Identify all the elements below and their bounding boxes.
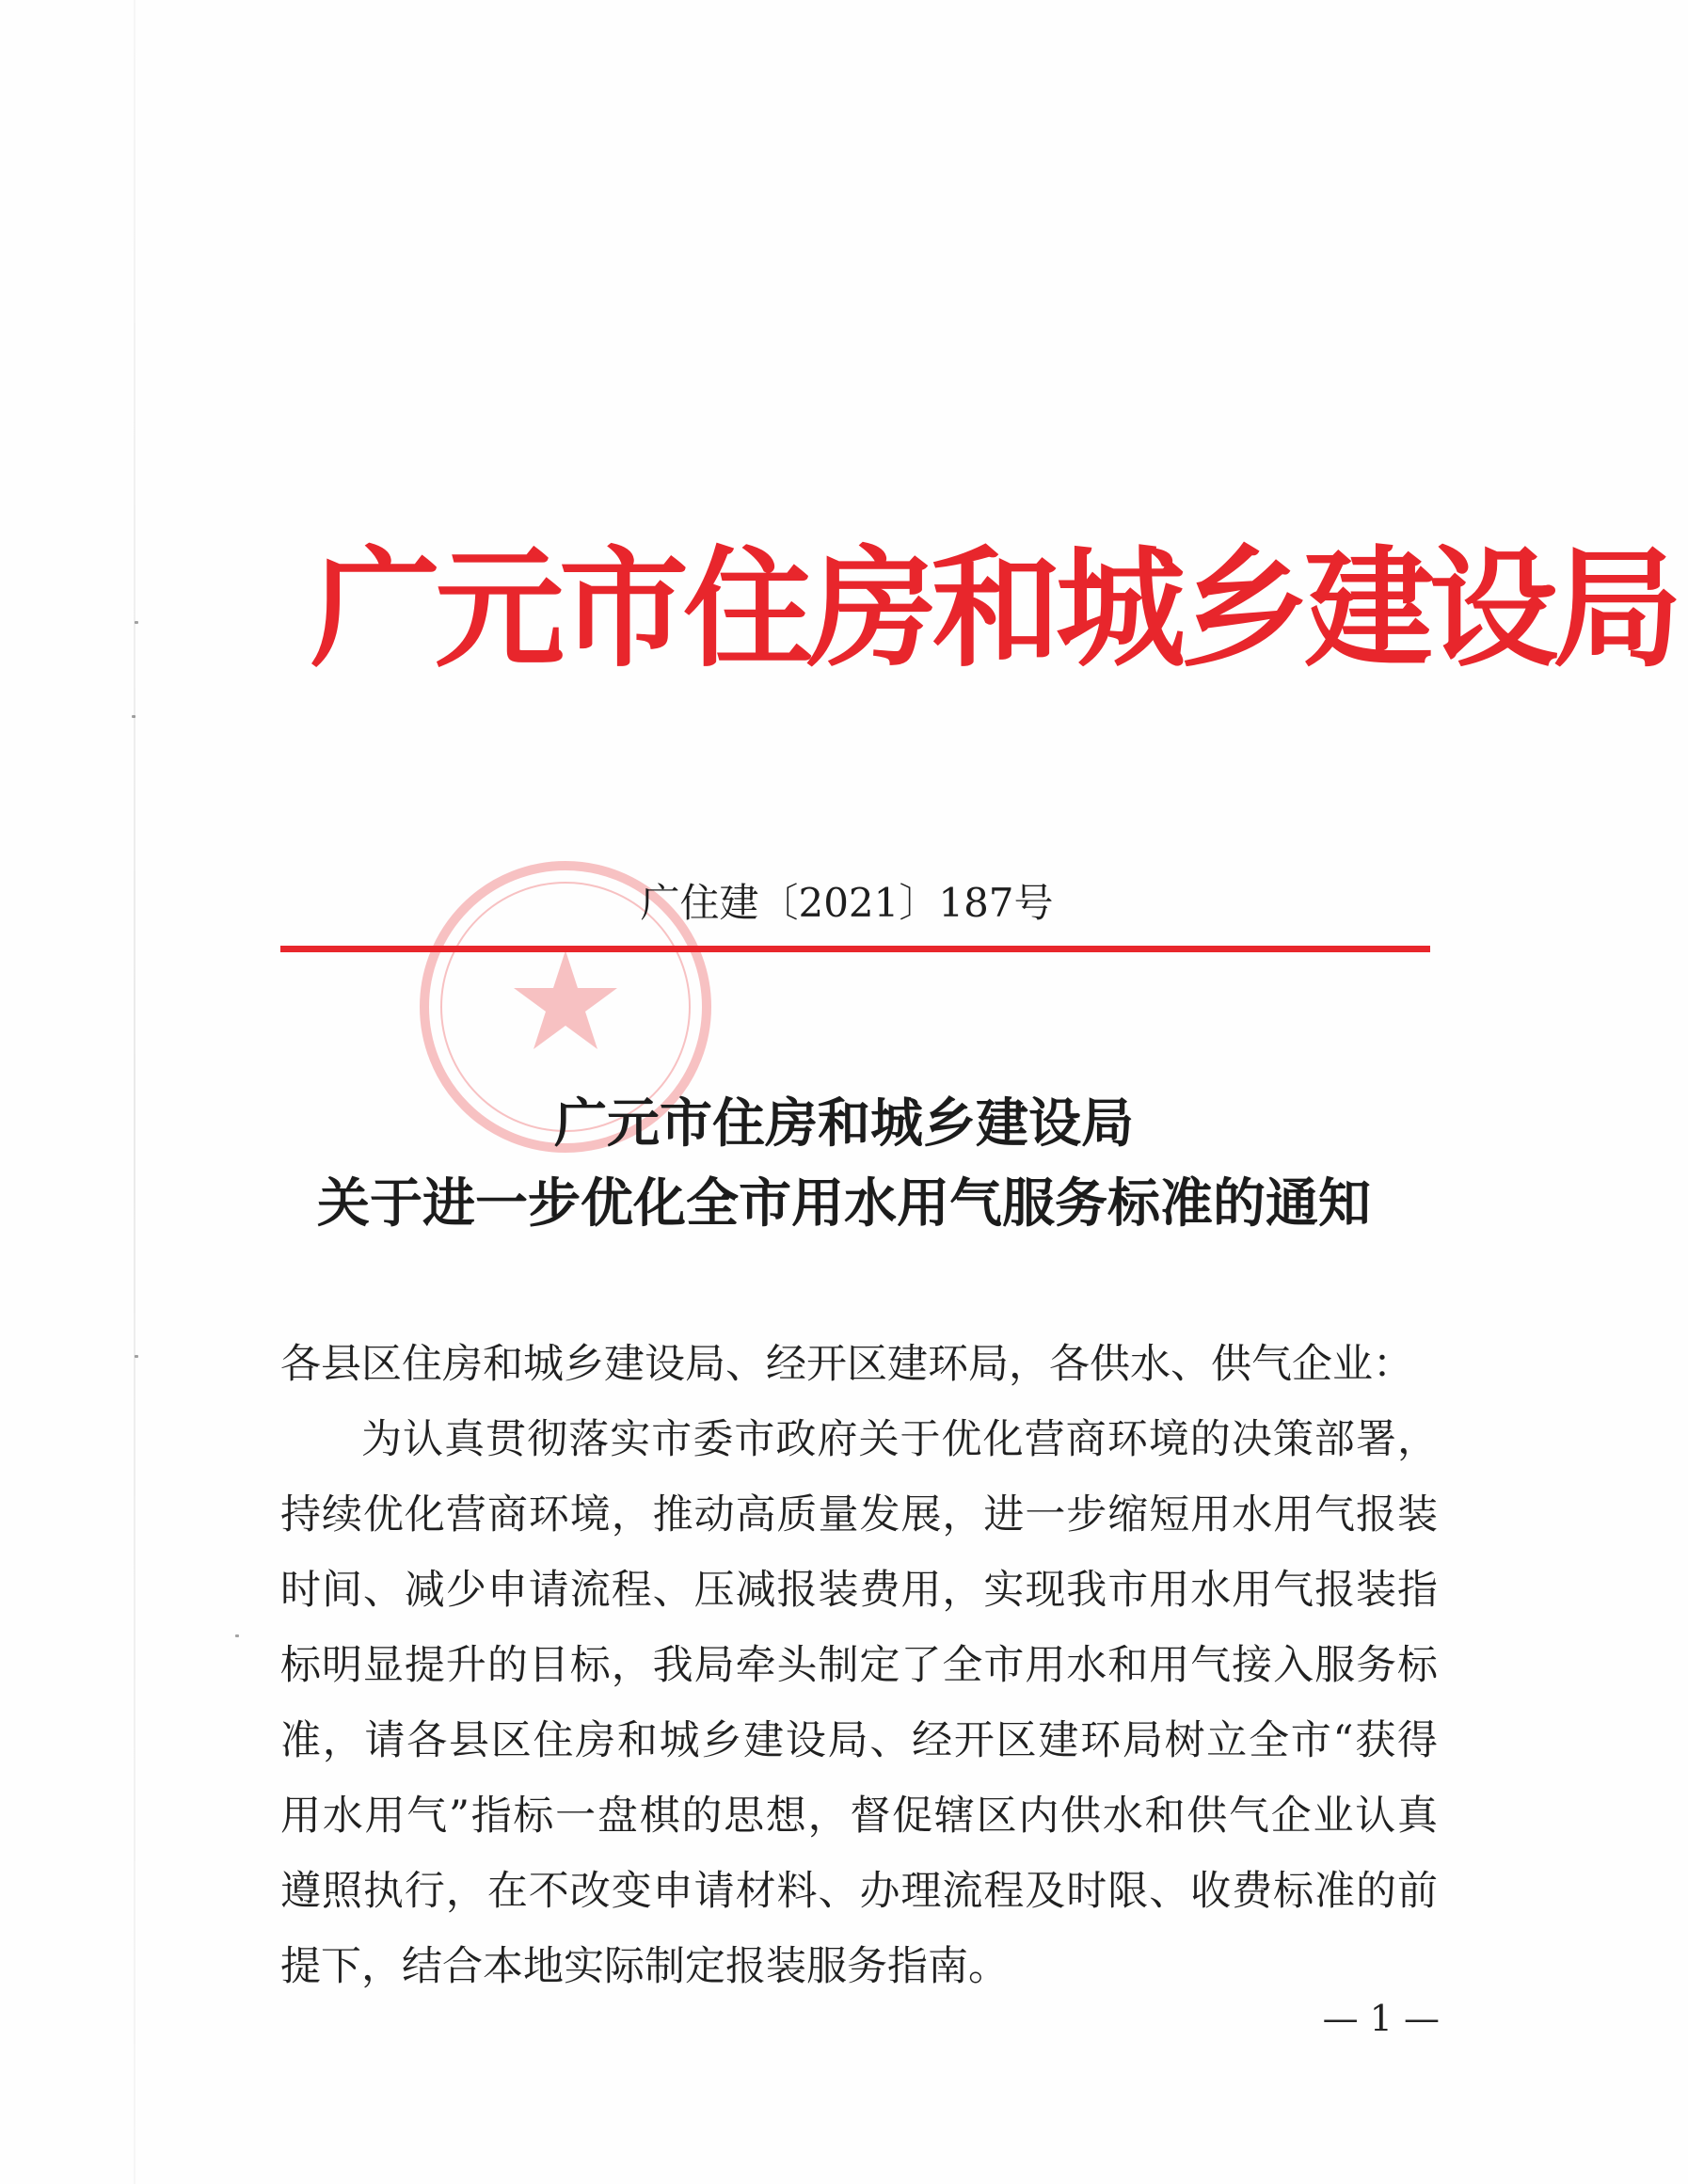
body-text-line: 标明显提升的目标，我局牵头制定了全市用水和用气接入服务标 [280,1642,1438,1689]
body-text-line: 准，请各县区住房和城乡建设局、经开区建环局树立全市“获得 [280,1717,1438,1764]
scan-speck [135,621,138,624]
scan-speck [135,1355,138,1358]
body-text-line: 为认真贯彻落实市委市政府关于优化营商环境的决策部署， [361,1416,1438,1463]
body-text-line: 持续优化营商环境，推动高质量发展，进一步缩短用水用气报装 [280,1491,1438,1538]
document-number: 广住建〔2021〕187号 [640,880,1054,926]
scan-speck [132,715,135,718]
letterhead-title: 广元市住房和城乡建设局 [311,534,1678,685]
notice-title-line-2: 关于进一步优化全市用水用气服务标准的通知 [317,1173,1371,1235]
body-text-line: 时间、减少申请流程、压减报装费用，实现我市用水用气报装指 [280,1567,1438,1614]
salutation: 各县区住房和城乡建设局、经开区建环局，各供水、供气企业： [280,1341,1413,1388]
red-divider-rule [280,946,1430,952]
page-number: — 1 — [1322,1998,1440,2039]
scan-edge-shadow [134,0,135,2184]
body-text-line: 提下，结合本地实际制定报装服务指南。 [280,1943,1009,1990]
body-text-line: 用水用气”指标一盘棋的思想，督促辖区内供水和供气企业认真 [280,1793,1438,1840]
notice-title-line-1: 广元市住房和城乡建设局 [554,1093,1134,1155]
body-text-line: 遵照执行，在不改变申请材料、办理流程及时限、收费标准的前 [280,1868,1438,1915]
scan-speck [235,1634,239,1637]
